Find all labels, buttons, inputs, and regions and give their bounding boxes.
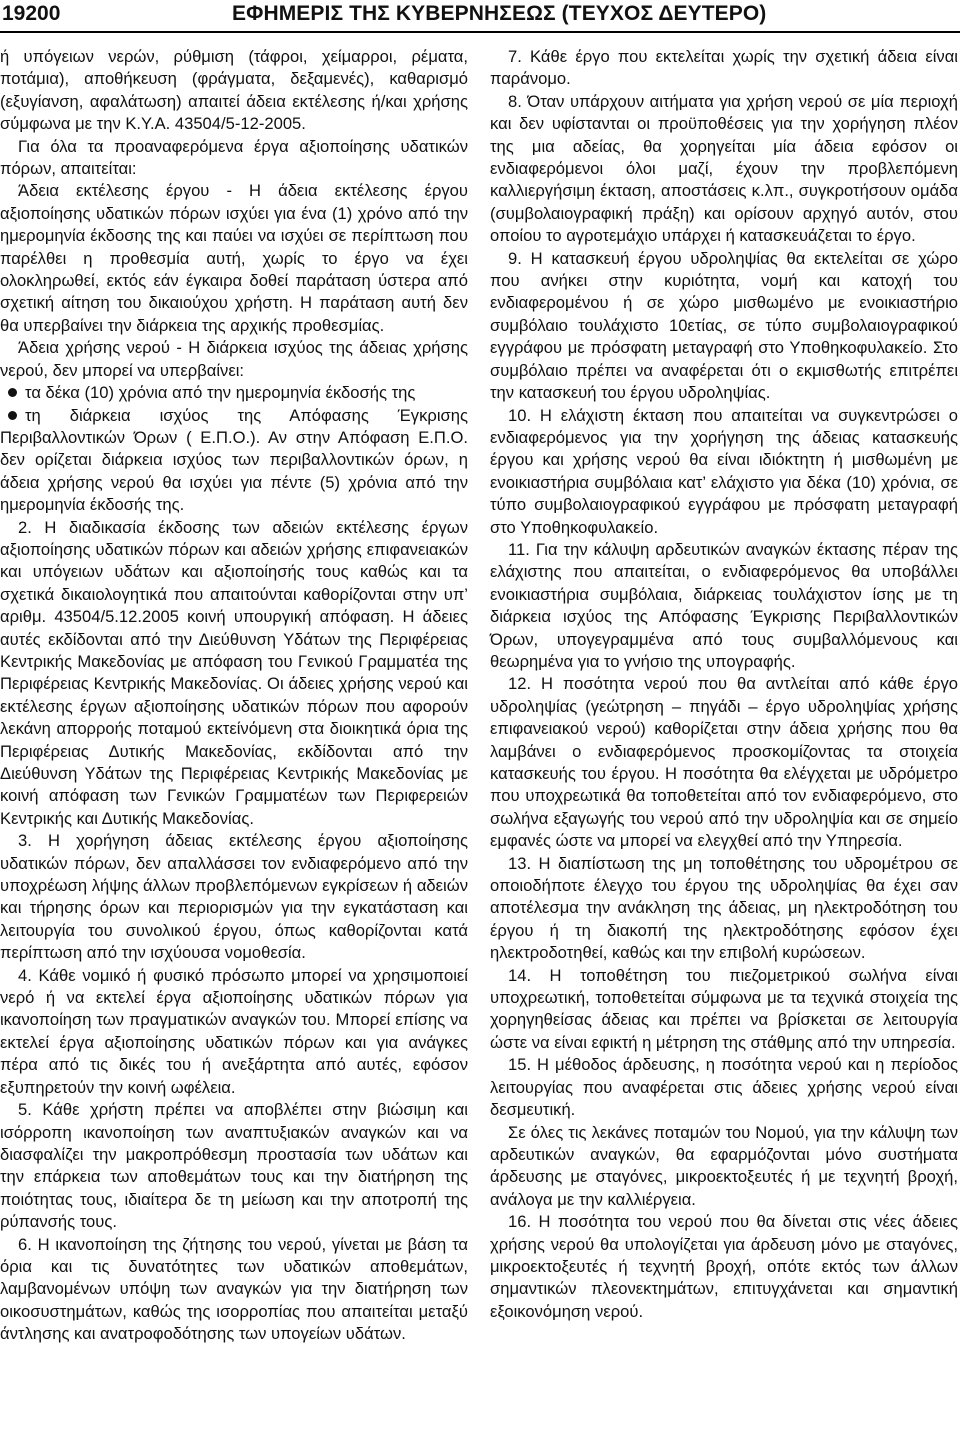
page-header [0,0,960,30]
paragraph: 6. Η ικανοποίηση της ζήτησης του νερού, γίνεται με βάση τα όρια και τις δυνατότητες των υδατικών αποθεμάτων, λαμβανομένων υπόψη των αναγκών για την διατήρηση των οικοσυστημάτων, καθώς της ισορροπίας που απαιτείται μεταξύ άντλησης και ανατροφοδότησης των υπογείων υδάτων. [0,1234,468,1344]
bullet-item [0,382,468,404]
paragraph: 13. Η διαπίστωση της μη τοποθέτησης του υδρομέτρου σε οποιοδήποτε έλεγχο του έργου της υδροληψίας θα έχει σαν αποτέλεσμα την ανάκληση της άδειας, μη ηλεκτροδότηση του έργου ή τη διακοπή της ηλεκτροδότησης εφόσον έχει ηλεκτροδοτηθεί, καθώς και την επιβολή κυρώσεων. [490,853,958,963]
paragraph: 9. Η κατασκευή έργου υδροληψίας θα εκτελείται σε χώρο που ανήκει στην κυριότητα, νομή και κατοχή του ενδιαφερομένου ή σε χώρο μισθωμένο με ενοικιαστήριο συμβόλαιο τουλάχιστο 10ετίας, σε τύπο συμβολαιογραφικού εγγράφου με πρόσφατη μεταγραφή στο Υποθηκοφυλακείο. Στο συμβόλαιο πρέπει να αναφέρεται ότι ο εκμισθωτής επιτρέπει την κατασκευή του έργου υδροληψίας. [490,248,958,403]
paragraph: 16. Η ποσότητα του νερού που θα δίνεται στις νέες άδειες χρήσης νερού θα υπολογίζεται για άρδευση μόνο με σταγόνες, μικροεκτοξευτές ή τεχνητή βροχή, οπότε εκτός των άλλων σημαντικών πλεονεκτημάτων, επιτυγχάνεται και σημαντική εξοικονόμηση νερού. [490,1212,958,1321]
bullet-text: τη διάρκεια ισχύος της Απόφασης Έγκρισης Περιβαλλοντικών Όρων ( Ε.Π.Ο.). Αν στην Απόφαση Ε.Π.Ο. δεν ορίζεται διάρκεια ισχύος των περιβαλλοντικών όρων, η άδεια χρήσης νερού θα ισχύει για πέντε (5) χρόνια από την ημερομηνία έκδοσής της. [0,405,468,515]
paragraph: 10. Η ελάχιστη έκταση που απαιτείται να συγκεντρώσει ο ενδιαφερόμενος για την χορήγηση της άδειας κατασκευής έργου και χρήσης νερού θα είναι ιδιόκτητη ή μισθωμένη με ενοικιαστήρια συμβόλαια κατ’ ελάχιστο για δέκα (10) χρόνια, σε τύπο συμβολαιογραφικού εγγράφου με πρόσφατη μεταγραφή στο Υποθηκοφυλακείο. [490,405,958,537]
paragraph: Σε όλες τις λεκάνες ποταμών του Νομού, για την κάλυψη των αρδευτικών αναγκών, θα εφαρμόζονται μόνο συστήματα άρδευσης με σταγόνες, μικροεκτοξευτές ή με τεχνητή βροχή, ανάλογα με την καλλιέργεια. [490,1122,958,1209]
right-column [490,46,958,1323]
gazette-title: ΕΦΗΜΕΡΙΣ ΤΗΣ ΚΥΒΕΡΝΗΣΕΩΣ (ΤΕΥΧΟΣ ΔΕΥΤΕΡΟ) [232,2,767,25]
paragraph: 14. Η τοποθέτηση του πιεζομετρικού σωλήνα είναι υποχρεωτική, τοποθετείται σύμφωνα με τα τεχνικά στοιχεία της χορηγηθείσας άδειας και πρέπει να βρίσκεται σε λειτουργία ώστε να είναι εφικτή η μέτρηση της στάθμης από την υπηρεσία. [490,965,958,1052]
page-number: 19200 [2,2,61,25]
paragraph: 8. Όταν υπάρχουν αιτήματα για χρήση νερού σε μία περιοχή και δεν υφίστανται οι προϋποθέσεις για την χορήγηση πλέον της μια αδείας, θα χορηγείται μία άδεια εφόσον οι ενδιαφερόμενοι όλοι μαζί, έχουν την προβλεπόμενη καλλιεργήσιμη έκταση, αποστάσεις κ.λπ., συγκροτήσουν ομάδα (συμβολαιογραφική πράξη) και ορίσουν αρχηγό αυτόν, στου οποίου το αγροτεμάχιο υπάρχει ή κατασκευάζεται το έργο. [490,91,958,246]
paragraph: Άδεια εκτέλεσης έργου - Η άδεια εκτέλεσης έργου αξιοποίησης υδατικών πόρων ισχύει για ένα (1) χρόνο από την ημερομηνία έκδοσης της και παύει να ισχύει σε περίπτωση που παρέλθει η προθεσμία αυτή, χωρίς το έργο να έχει ολοκληρωθεί, εκτός εάν έγκαιρα δοθεί παράταση ύστερα από σχετική αίτηση του δικαιούχου χρήστη. Η παράταση αυτή δεν θα υπερβαίνει την διάρκεια της αρχικής προθεσμίας. [0,181,468,335]
paragraph: 12. Η ποσότητα νερού που θα αντλείται από κάθε έργο υδροληψίας (γεώτρηση – πηγάδι – έργο υδροληψίας χρήσης επιφανειακού νερού) καθορίζεται στην άδεια χρήσης που θα λαμβάνει ο ενδιαφερόμενος προσκομίζοντας τα στοιχεία κατασκευής του έργου. Η ποσότητα θα ελέγχεται με υδρόμετρο που υποχρεωτικά θα τοποθετείται από τον ενδιαφερόμενο, στο σωλήνα εξαγωγής του νερού από την υδροληψία και σε σημείο εμφανές ώστε να μπορεί να ελεγχθεί από την Υπηρεσία. [490,674,958,851]
paragraph: Για όλα τα προαναφερόμενα έργα αξιοποίησης υδατικών πόρων, απαιτείται: [0,136,468,179]
bullet-icon [8,388,17,397]
paragraph: 7. Κάθε έργο που εκτελείται χωρίς την σχετική άδεια είναι παράνομο. [490,47,958,89]
paragraph: 4. Κάθε νομικό ή φυσικό πρόσωπο μπορεί να χρησιμοποιεί νερό ή να εκτελεί έργα αξιοποίησης υδατικών πόρων για ικανοποίηση των πραγματικών αναγκών του. Μπορεί επίσης να εκτελεί έργα αξιοποίησης υδατικών πόρων και για ανάγκες πέρα από τις δικές του ή ανεξάρτητα από αυτές, εφόσον εξυπηρετούν την κοινή ωφέλεια. [0,965,468,1097]
paragraph: 11. Για την κάλυψη αρδευτικών αναγκών έκτασης πέραν της ελάχιστης που απαιτείται, ο ενδιαφερόμενος θα υποβάλλει ενοικιαστήρια συμβόλαια, διάρκειας τουλάχιστον ίσης με τη διάρκεια ισχύος της Απόφασης Έγκρισης Περιβαλλοντικών Όρων, υπογεγραμμένα από τους συμβαλλόμενους και θεωρημένα για το γνήσιο της υπογραφής. [490,539,958,671]
left-column [0,46,468,1346]
paragraph: ή υπόγειων νερών, ρύθμιση (τάφροι, χείμαρροι, ρέματα, ποτάμια), αποθήκευση (φράγματα, δεξαμενές), καθαρισμό (εξυγίανση, αφαλάτωση) απαιτεί άδεια εκτέλεσης ή/και χρήσης σύμφωνα με την Κ.Υ.Α. 43504/5-12-2005. [0,47,468,134]
paragraph: 15. Η μέθοδος άρδευσης, η ποσότητα νερού και η περίοδος λειτουργίας που αναφέρεται στις άδειες χρήσης νερού είναι δεσμευτική. [490,1055,958,1120]
header-rule [0,31,960,33]
paragraph: 2. Η διαδικασία έκδοσης των αδειών εκτέλεσης έργων αξιοποίησης υδατικών πόρων και αδειών χρήσης επιφανειακών και υπόγειων υδάτων και αξιοποίησής τους καθώς και τα σχετικά δικαιολογητικά που απαιτούνται καθορίζονται στην υπ’ αριθμ. 43504/5.12.2005 κοινή υπουργική απόφαση. Η άδειες αυτές εκδίδονται από την Διεύθυνση Υδάτων της Περιφέρειας Κεντρικής Μακεδονίας με απόφαση του Γενικού Γραμματέα της Περιφέρειας Κεντρικής Μακεδονίας. Οι άδειες χρήσης νερού και εκτέλεσης έργων αξιοποίησης υδατικών πόρων που αφορούν λεκάνη απορροής ποταμού εκτείνόμενη στα διοικητικά όρια της Περιφέρειας Δυτικής Μακεδονίας, εκδίδονται από την Διεύθυνση Υδάτων της Περιφέρειας Κεντρικής Μακεδονίας με κοινή απόφαση των Γενικών Γραμματέων των Περιφερειών Κεντρικής και Δυτικής Μακεδονίας. [0,517,468,828]
bullet-item [0,405,468,517]
bullet-text: τα δέκα (10) χρόνια από την ημερομηνία έκδοσής της [25,383,416,403]
paragraph: Άδεια χρήσης νερού - Η διάρκεια ισχύος της άδειας χρήσης νερού, δεν μπορεί να υπερβαίνει: [0,338,468,380]
paragraph: 3. Η χορήγηση άδειας εκτέλεσης έργου αξιοποίησης υδατικών πόρων, δεν απαλλάσσει τον ενδιαφερόμενο από την υποχρέωση λήψης άλλων προβλεπόμενων εγκρίσεων ή αδειών και τήρησης όρων και περιορισμών για την εγκατάσταση και λειτουργία του συνολικού έργου, όπως καθορίζονται κατά περίπτωση από την ισχύουσα νομοθεσία. [0,831,468,963]
bullet-icon [8,411,17,420]
paragraph: 5. Κάθε χρήστη πρέπει να αποβλέπει στην βιώσιμη και ισόρροπη ικανοποίηση των αναπτυξιακών αναγκών και να διασφαλίζει την μακροπρόθεσμη προστασία των υδάτων και την επάρκεια των αποθεμάτων τους και την διατήρηση της ποιότητας τους, ιδιαίτερα δε τη μείωση και την αποτροπή της ρύπανσής τους. [0,1100,468,1232]
